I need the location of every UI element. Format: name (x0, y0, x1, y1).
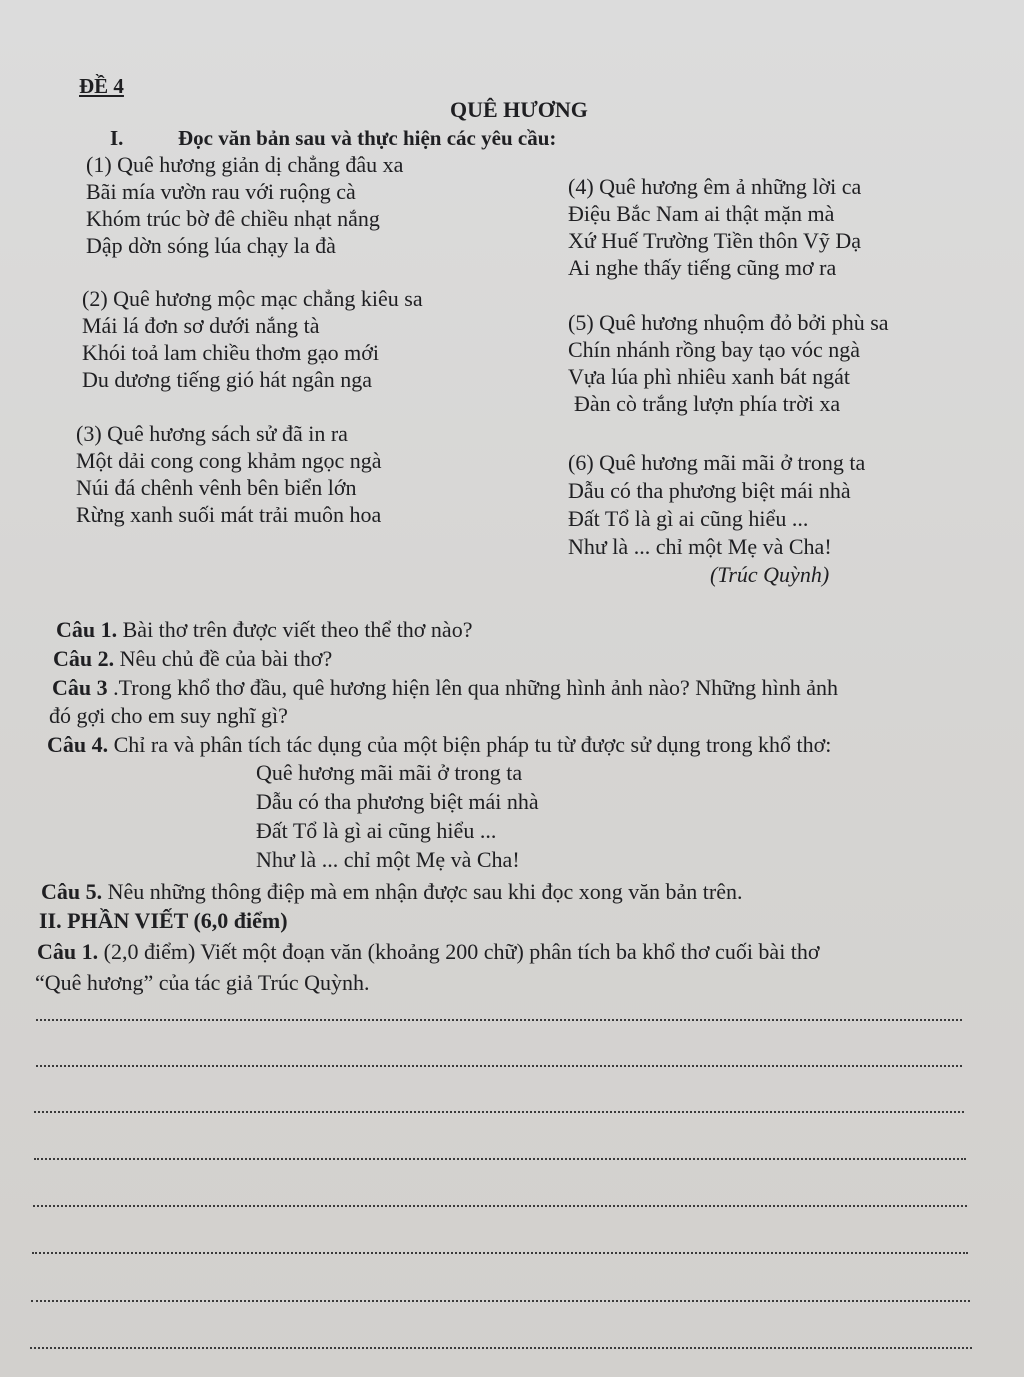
question-label: Câu 1. (56, 617, 118, 642)
poem-line: Đàn cò trắng lượn phía trời xa (574, 391, 841, 416)
stanza-6 (568, 449, 865, 561)
exam-code: ĐỀ 4 (79, 74, 124, 98)
question-text: Bài thơ trên được viết theo thể thơ nào? (117, 617, 473, 642)
answer-line (34, 1111, 964, 1113)
part1-instruction: Đọc văn bản sau và thực hiện các yêu cầu: (178, 126, 557, 150)
question-text: .Trong khổ thơ đầu, quê hương hiện lên qua những hình ảnh nào? Những hình ảnh (107, 675, 838, 700)
quoted-line: Đất Tổ là gì ai cũng hiểu ... (256, 818, 497, 843)
answer-line (34, 1158, 966, 1160)
answer-line (31, 1300, 970, 1302)
poem-line: Một dải cong cong khảm ngọc ngà (76, 448, 382, 473)
stanza-1 (86, 151, 403, 259)
stanza-4 (568, 173, 861, 281)
poem-line: Chín nhánh rồng bay tạo vóc ngà (568, 337, 861, 362)
poem-line: Bãi mía vườn rau với ruộng cà (86, 179, 356, 204)
question-text: (2,0 điểm) Viết một đoạn văn (khoảng 200 chữ) phân tích ba khổ thơ cuối bài thơ (98, 939, 820, 964)
poem-line: (2) Quê hương mộc mạc chẳng kiêu sa (82, 286, 423, 311)
answer-line (36, 1065, 962, 1067)
poem-line: Dẫu có tha phương biệt mái nhà (568, 478, 851, 503)
stanza-3 (76, 420, 382, 528)
poem-title: QUÊ HƯƠNG (450, 97, 588, 122)
question-3-continuation: đó gợi cho em suy nghĩ gì? (49, 703, 288, 728)
poem-author: (Trúc Quỳnh) (710, 562, 830, 587)
question-text: Chỉ ra và phân tích tác dụng của một biện pháp tu từ được sử dụng trong khổ thơ: (108, 732, 832, 757)
answer-line (32, 1252, 968, 1254)
poem-line: Dập dờn sóng lúa chạy la đà (86, 233, 336, 258)
part2-question-1 (37, 939, 820, 965)
question-label: Câu 3 (52, 675, 108, 700)
poem-line: (3) Quê hương sách sử đã in ra (76, 421, 348, 446)
question-4 (47, 732, 831, 758)
answer-line (30, 1347, 972, 1349)
part2-question-1-continuation: “Quê hương” của tác giả Trúc Quỳnh. (35, 970, 370, 995)
answer-line (36, 1019, 962, 1021)
poem-line: Khóm trúc bờ đê chiều nhạt nắng (86, 206, 380, 231)
answer-line (33, 1205, 967, 1207)
poem-line: Xứ Huế Trường Tiền thôn Vỹ Dạ (568, 228, 862, 253)
poem-line: Đất Tổ là gì ai cũng hiểu ... (568, 506, 809, 531)
stanza-2 (82, 285, 423, 393)
question-label: Câu 4. (47, 732, 109, 757)
poem-line: (5) Quê hương nhuộm đỏ bởi phù sa (568, 310, 889, 335)
poem-line: Điệu Bắc Nam ai thật mặn mà (568, 201, 835, 226)
quoted-line: Dẫu có tha phương biệt mái nhà (256, 789, 539, 814)
poem-line: Vựa lúa phì nhiêu xanh bát ngát (568, 364, 850, 389)
question-2 (53, 646, 332, 672)
question-5 (41, 879, 742, 905)
question-label: Câu 2. (53, 646, 115, 671)
poem-line: (1) Quê hương giản dị chẳng đâu xa (86, 152, 404, 177)
poem-line: Du dương tiếng gió hát ngân nga (82, 367, 372, 392)
question-3 (52, 675, 838, 701)
part2-heading: II. PHẦN VIẾT (6,0 điểm) (39, 908, 288, 933)
poem-line: Núi đá chênh vênh bên biển lớn (76, 475, 357, 500)
quoted-line: Như là ... chỉ một Mẹ và Cha! (256, 847, 520, 872)
quoted-line: Quê hương mãi mãi ở trong ta (256, 760, 523, 785)
poem-line: Rừng xanh suối mát trải muôn hoa (76, 502, 382, 527)
question-text: Nêu chủ đề của bài thơ? (114, 646, 333, 671)
question-1 (56, 617, 472, 643)
poem-line: Như là ... chỉ một Mẹ và Cha! (568, 534, 832, 559)
part1-number: I. (110, 126, 124, 150)
poem-line: (6) Quê hương mãi mãi ở trong ta (568, 450, 866, 475)
quoted-stanza (256, 760, 539, 876)
poem-line: (4) Quê hương êm ả những lời ca (568, 174, 862, 199)
question-label: Câu 5. (41, 879, 103, 904)
question-text: Nêu những thông điệp mà em nhận được sau khi đọc xong văn bản trên. (102, 879, 743, 904)
question-label: Câu 1. (37, 939, 99, 964)
poem-line: Mái lá đơn sơ dưới nắng tà (82, 313, 320, 338)
stanza-5 (568, 309, 889, 417)
poem-line: Ai nghe thấy tiếng cũng mơ ra (568, 255, 837, 280)
poem-line: Khói toả lam chiều thơm gạo mới (82, 340, 379, 365)
